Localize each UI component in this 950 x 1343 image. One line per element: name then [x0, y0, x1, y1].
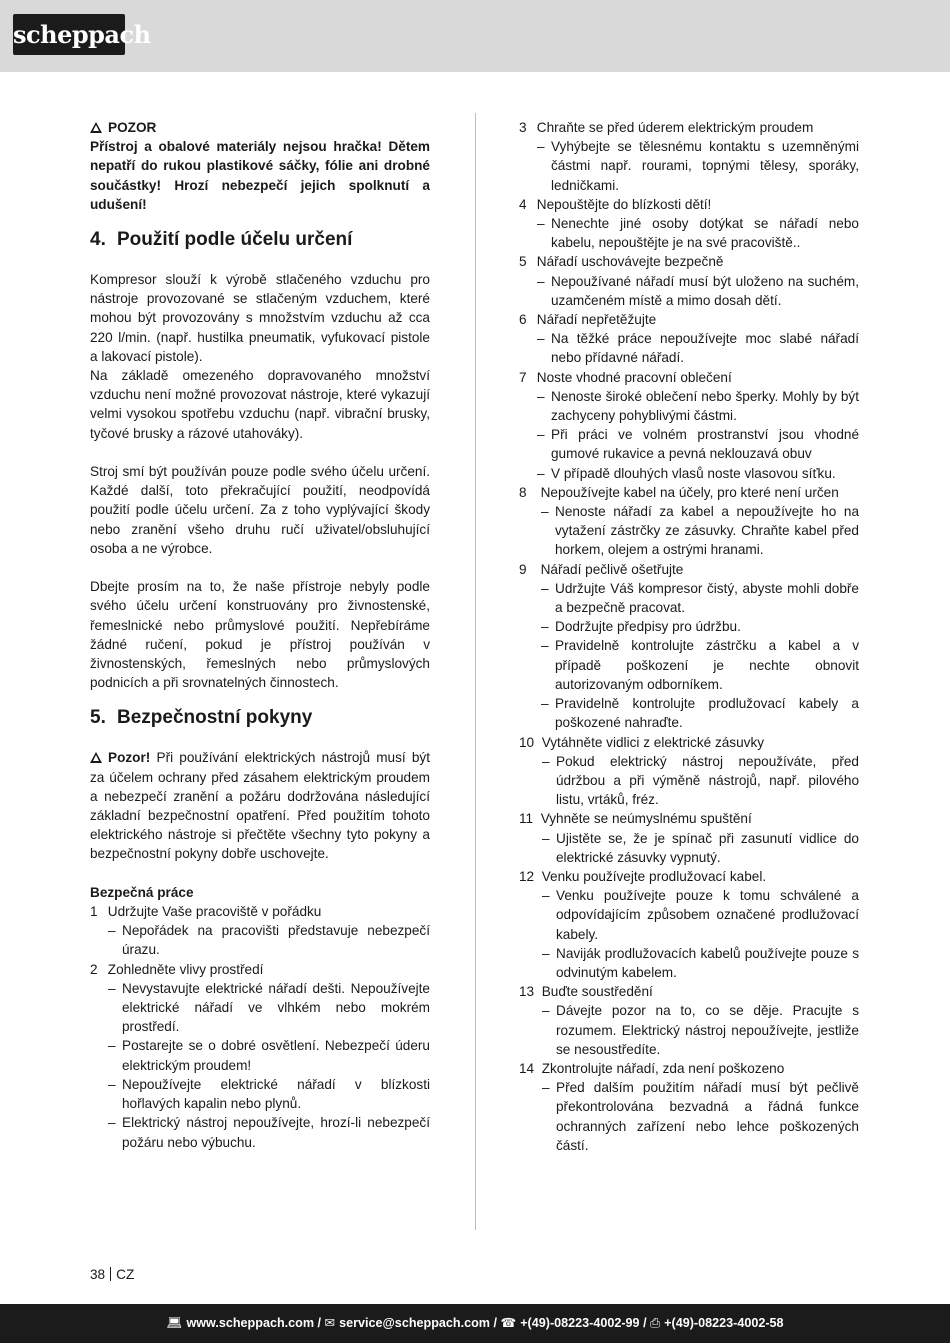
sub-item: Nenechte jiné osoby dotýkat se nářadí nebo kabelu, nepouštějte je na své pracoviště..	[551, 216, 859, 251]
safe-work-subheading: Bezpečná práce	[90, 884, 194, 900]
item-title: Buďte soustředění	[541, 984, 653, 1000]
warning-body: Přístroj a obalové materiály nejsou hračka! Dětem nepatří do rukou plastikové sáčky, fólie ani drobné součástky! Hrozí nebezpečí jejich spolknutí a udušení!	[90, 139, 430, 212]
dash-bullet: –	[537, 388, 545, 404]
sub-item: Postarejte se o dobré osvětlení. Nebezpečí úderu elektrickým proudem!	[122, 1038, 430, 1073]
column-divider	[475, 113, 476, 1230]
sub-item: Při práci ve volném prostranství jsou vhodné gumové rukavice a pevná neklouzavá obuv	[551, 427, 859, 462]
item-number: 4	[519, 196, 527, 212]
item-number: 12	[519, 868, 535, 884]
item-title: Nepouštějte do blízkosti dětí!	[536, 196, 712, 212]
item-number: 6	[519, 312, 527, 328]
item-number: 5	[519, 254, 527, 270]
sub-item: Nepořádek na pracovišti představuje nebezpečí úrazu.	[122, 923, 430, 958]
sub-item: Elektrický nástroj nepoužívejte, hrozí-li nebezpečí požáru nebo výbuchu.	[122, 1115, 430, 1150]
dash-bullet: –	[537, 465, 545, 481]
warning-triangle-icon	[90, 122, 102, 133]
list-item	[519, 809, 859, 867]
sub-item: Naviják prodlužovacích kabelů používejte pouze s odvinutým kabelem.	[556, 945, 859, 980]
dash-bullet: –	[108, 1115, 116, 1131]
computer-icon: 💻︎	[166, 1316, 183, 1330]
sub-item: Dodržujte předpisy pro údržbu.	[555, 619, 741, 635]
sub-item: Vyhýbejte se tělesnému kontaktu s uzemněnými částmi např. rourami, topnými tělesy, sporáky, ledničkami.	[551, 139, 859, 193]
dash-bullet: –	[541, 504, 549, 520]
dash-bullet: –	[537, 273, 545, 289]
sub-item: Venku používejte pouze k tomu schválené a odpovídajícím způsobem označené prodlužovací kabely.	[556, 888, 859, 942]
footer-email[interactable]: service@scheppach.com	[339, 1316, 490, 1330]
section-5-number: 5.	[90, 707, 106, 729]
page-language: CZ	[116, 1267, 135, 1282]
dash-bullet: –	[108, 923, 116, 939]
item-number: 7	[519, 369, 527, 385]
sub-item: Dávejte pozor na to, co se děje. Pracujte s rozumem. Elektrický nástroj nepoužívejte, jestliže se nesoustředíte.	[556, 1003, 859, 1057]
footer-separator: /	[490, 1316, 501, 1330]
sub-item: Udržujte Váš kompresor čistý, abyste mohli dobře a bezpečně pracovat.	[555, 580, 859, 616]
dash-bullet: –	[108, 980, 116, 996]
list-item	[519, 867, 859, 982]
item-title: Udržujte Vaše pracoviště v pořádku	[107, 904, 322, 920]
fax-icon: ⎙	[650, 1316, 661, 1330]
item-title: Vytáhněte vidlici z elektrické zásuvky	[541, 734, 765, 750]
section-4-paragraph-2: Na základě omezeného dopravovaného množství vzduchu není možné provozovat nástroje, které vykazují velmi vysokou spotřebu vzduchu (např. vibrační brusky, tyčové brusky a rázové utahováky).	[90, 368, 430, 441]
sub-item: Pokud elektrický nástroj nepoužíváte, před údržbou a při výměně nástrojů, např. pilového listu, vrtáků, fréz.	[556, 753, 859, 808]
phone-icon: ☎︎	[500, 1316, 517, 1330]
list-item	[90, 960, 430, 1152]
item-title: Zohledněte vlivy prostředí	[107, 961, 264, 977]
footer-separator: /	[639, 1316, 651, 1330]
list-item	[519, 1059, 859, 1155]
dash-bullet: –	[542, 830, 550, 846]
dash-bullet: –	[541, 619, 549, 635]
sub-item: Nevystavujte elektrické nářadí dešti. Nepoužívejte elektrické nářadí ve vlhkém nebo mokrém prostředí.	[122, 980, 430, 1035]
page-footer	[0, 1304, 950, 1343]
right-column	[519, 118, 859, 1155]
footer-phone: +(49)-08223-4002-99	[520, 1316, 640, 1330]
dash-bullet: –	[541, 696, 549, 712]
footer-website[interactable]: www.scheppach.com	[186, 1316, 315, 1330]
scheppach-logo: scheppach	[13, 14, 125, 55]
item-number: 1	[90, 904, 98, 920]
sub-item: Nepoužívané nářadí musí být uloženo na suchém, uzamčeném místě a mimo dosah dětí.	[551, 273, 859, 308]
dash-bullet: –	[542, 753, 550, 769]
item-number: 10	[519, 734, 535, 750]
sub-item: Nenoste široké oblečení nebo šperky. Mohly by být zachyceny pohyblivými částmi.	[551, 388, 859, 424]
list-item	[519, 118, 859, 195]
item-title: Nářadí uschovávejte bezpečně	[536, 254, 724, 270]
item-title: Vyhněte se neúmyslnému spuštění	[540, 811, 752, 827]
list-item	[519, 195, 859, 253]
mail-icon: ✉︎	[324, 1316, 336, 1330]
dash-bullet: –	[537, 427, 545, 443]
page-separator	[110, 1267, 111, 1281]
item-number: 9	[519, 561, 527, 577]
list-item	[519, 733, 859, 810]
list-item	[519, 368, 859, 483]
section-4-title: Použití podle účelu určení	[117, 229, 353, 251]
item-title: Noste vhodné pracovní oblečení	[536, 369, 732, 385]
dash-bullet: –	[108, 1038, 116, 1054]
list-item	[519, 483, 859, 560]
dash-bullet: –	[108, 1076, 116, 1092]
section-5-title: Bezpečnostní pokyny	[117, 707, 313, 729]
item-number: 11	[519, 811, 534, 827]
dash-bullet: –	[542, 1080, 550, 1096]
item-number: 8	[519, 484, 527, 500]
item-title: Zkontrolujte nářadí, zda není poškozeno	[541, 1060, 785, 1076]
item-number: 14	[519, 1060, 535, 1076]
item-number: 13	[519, 984, 535, 1000]
item-title: Nářadí pečlivě ošetřujte	[540, 561, 684, 577]
page-header	[0, 0, 950, 72]
section-5-warning-label: Pozor!	[108, 750, 151, 766]
item-title: Venku používejte prodlužovací kabel.	[541, 868, 767, 884]
item-title: Nepoužívejte kabel na účely, pro které není určen	[540, 484, 839, 500]
dash-bullet: –	[537, 216, 545, 232]
section-5-heading	[90, 706, 430, 730]
warning-box	[90, 118, 430, 214]
warning-title-line	[90, 118, 430, 137]
sub-item: Ujistěte se, že je spínač při zasunutí vidlice do elektrické zásuvky vypnutý.	[556, 830, 859, 865]
dash-bullet: –	[541, 638, 549, 654]
item-title: Chraňte se před úderem elektrickým proudem	[536, 120, 814, 135]
page-number-value: 38	[90, 1267, 106, 1282]
dash-bullet: –	[542, 888, 550, 904]
sub-item: Na těžké práce nepoužívejte moc slabé nářadí nebo přídavné nářadí.	[551, 331, 859, 366]
list-item	[519, 560, 859, 733]
section-4-paragraph-4: Dbejte prosím na to, že naše přístroje nebyly podle svého účelu určení konstruovány pro živnostenské, řemeslnické nebo průmyslové použití. Nepřebíráme žádné ručení, pokud je přístroj používán v živnostenských, řemeslných nebo průmyslových podnicích a při srovnatelných činnostech.	[90, 579, 430, 691]
section-4-paragraph-1: Kompresor slouží k výrobě stlačeného vzduchu pro nástroje provozované se stlačeným vzduchem, které mohou být provozovány s množstvím vzduchu až cca 220 l/min. (např. hustilka pneumatik, vyfukovací pistole a lakovací pistole).	[90, 272, 430, 364]
section-4-heading	[90, 228, 430, 252]
dash-bullet: –	[541, 580, 549, 596]
section-4-number: 4.	[90, 229, 106, 251]
section-5-warning-text: Při používání elektrických nástrojů musí být za účelem ochrany před zásahem elektrickým proudem a nebezpečí zranění a požáru dodržována následující základní bezpečnostní opatření. Před použitím tohoto elektrického nástroje si přečtěte všechny tyto pokyny a bezpečnostní pokyny dobře uschovejte.	[90, 750, 430, 862]
warning-title: POZOR	[108, 120, 157, 135]
section-5-warning	[90, 748, 430, 863]
dash-bullet: –	[537, 139, 545, 155]
sub-item: Před dalším použitím nářadí musí být pečlivě překontrolována bezvadná a řádná funkce ochranných zařízení nebo lehce poškozených částí.	[556, 1080, 859, 1153]
list-item	[519, 252, 859, 310]
sub-item: V případě dlouhých vlasů noste vlasovou síťku.	[551, 465, 836, 481]
sub-item: Nenoste nářadí za kabel a nepoužívejte ho na vytažení zástrčky ze zásuvky. Chraňte kabel před horkem, olejem a ostrými hranami.	[555, 504, 859, 558]
page-number	[90, 1266, 134, 1283]
item-number: 2	[90, 961, 98, 977]
left-column	[90, 118, 430, 1152]
list-item	[519, 982, 859, 1059]
sub-item: Nepoužívejte elektrické nářadí v blízkosti hořlavých kapalin nebo plynů.	[122, 1076, 430, 1112]
sub-item: Pravidelně kontrolujte zástrčku a kabel a v případě poškození je nechte obnovit autorizovaným odborníkem.	[555, 638, 859, 692]
item-number: 3	[519, 120, 527, 135]
section-4-paragraph-3: Stroj smí být používán pouze podle svého účelu určení. Každé další, toto překračující použití, neodpovídá použití podle účelu určení. Za z toho vyplývající škody nebo zranění všeho druhu ručí uživatel/obsluhující osoba a ne výrobce.	[90, 464, 430, 556]
footer-separator: /	[314, 1316, 325, 1330]
dash-bullet: –	[537, 331, 545, 347]
sub-item: Pravidelně kontrolujte prodlužovací kabely a poškozené nahraďte.	[555, 696, 859, 731]
list-item	[90, 902, 430, 960]
warning-triangle-icon	[90, 752, 102, 763]
item-title: Nářadí nepřetěžujte	[536, 312, 657, 328]
list-item	[519, 310, 859, 368]
dash-bullet: –	[542, 945, 550, 961]
dash-bullet: –	[542, 1003, 550, 1019]
footer-fax: +(49)-08223-4002-58	[664, 1316, 784, 1330]
